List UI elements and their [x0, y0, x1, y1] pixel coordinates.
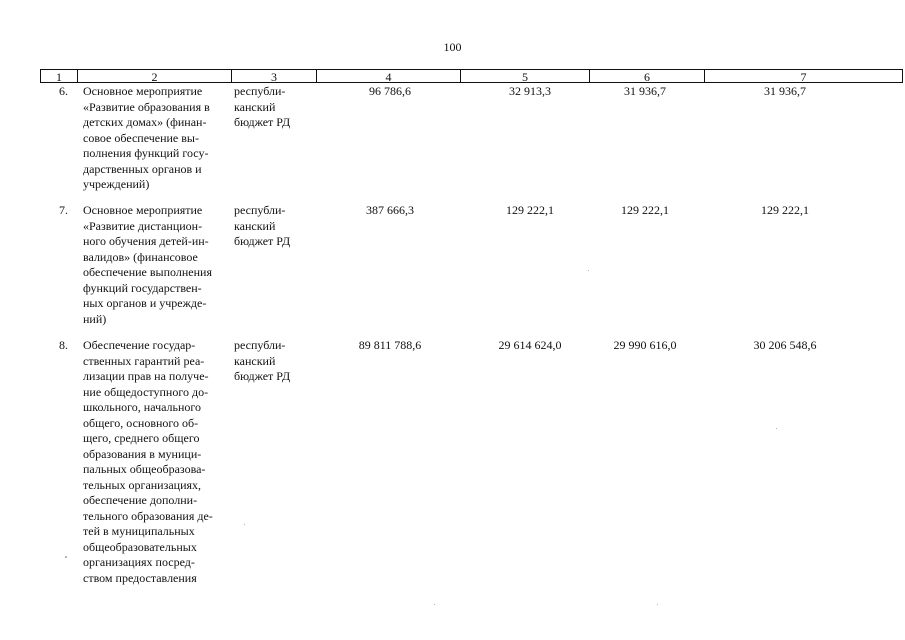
description-line: Обеспечение государ-: [83, 338, 196, 352]
description-line: тельного образования де-: [83, 508, 213, 523]
source-line: республи-: [234, 84, 286, 98]
row-value-col5: 129 222,1: [506, 203, 554, 217]
scan-speck: [244, 524, 245, 525]
source-line: республи-: [234, 338, 286, 352]
source-line: канский: [234, 218, 276, 233]
description-line: лизации прав на получе-: [83, 369, 209, 383]
source-line: бюджет РД: [234, 369, 291, 383]
row-funding-source: [234, 84, 314, 131]
description-line: ных органов и учрежде-: [83, 296, 207, 310]
description-line: образования в муници-: [83, 446, 202, 461]
table-header-row: [40, 69, 903, 84]
source-line: канский: [234, 353, 276, 368]
description-line: обеспечение выполнения: [83, 265, 212, 279]
row-value-col5: 32 913,3: [509, 84, 551, 98]
row-number: 7.: [59, 203, 68, 217]
row-value-col6: 129 222,1: [621, 203, 669, 217]
row-funding-source: [234, 203, 314, 250]
row-funding-source: [234, 338, 314, 385]
header-cell-3: 3: [231, 69, 317, 83]
scan-speck: [588, 270, 589, 271]
source-line: республи-: [234, 203, 286, 217]
row-value-col4: 96 786,6: [369, 84, 411, 98]
scan-speck: [65, 556, 67, 558]
row-value-col6: 29 990 616,0: [613, 338, 677, 352]
description-line: функций государствен-: [83, 280, 202, 295]
row-value-col4: 387 666,3: [366, 203, 414, 217]
source-line: бюджет РД: [234, 115, 291, 129]
description-line: тей в муниципальных: [83, 524, 195, 538]
description-line: Основное мероприятие: [83, 203, 203, 217]
description-line: ний): [83, 311, 107, 326]
description-line: школьного, начального: [83, 400, 202, 414]
row-number: 6.: [59, 84, 68, 98]
description-line: пальных общеобразова-: [83, 462, 206, 476]
description-line: совое обеспечение вы-: [83, 130, 199, 145]
description-line: «Развитие образования в: [83, 99, 210, 114]
description-line: ственных гарантий реа-: [83, 353, 205, 368]
source-line: бюджет РД: [234, 234, 291, 248]
row-description: [83, 84, 229, 193]
description-line: ного обучения детей-ин-: [83, 234, 209, 248]
scan-speck: [776, 428, 777, 429]
header-cell-2: 2: [77, 69, 232, 83]
scan-speck: [657, 604, 658, 605]
description-line: обеспечение дополни-: [83, 493, 198, 507]
description-line: дарственных органов и: [83, 161, 202, 176]
header-cell-5: 5: [460, 69, 590, 83]
row-number: 8.: [59, 338, 68, 352]
row-value-col7: 129 222,1: [761, 203, 809, 217]
description-line: ством предоставления: [83, 570, 197, 585]
description-line: ние общедоступного до-: [83, 384, 209, 399]
source-line: канский: [234, 99, 276, 114]
header-cell-4: 4: [316, 69, 461, 83]
description-line: учреждений): [83, 177, 150, 191]
description-line: «Развитие дистанцион-: [83, 218, 203, 233]
description-line: детских домах» (финан-: [83, 115, 207, 129]
scan-speck: [434, 604, 435, 605]
header-cell-7: 7: [704, 69, 903, 83]
description-line: общего, основного об-: [83, 415, 199, 430]
row-value-col7: 31 936,7: [764, 84, 806, 98]
description-line: полнения функций госу-: [83, 146, 209, 160]
row-value-col7: 30 206 548,6: [753, 338, 817, 352]
page-number: 100: [443, 40, 462, 54]
row-description: [83, 203, 229, 327]
description-line: тельных организациях,: [83, 477, 202, 492]
header-cell-1: 1: [40, 69, 78, 83]
description-line: общеобразовательных: [83, 539, 197, 554]
header-cell-6: 6: [589, 69, 705, 83]
description-line: валидов» (финансовое: [83, 249, 198, 264]
description-line: организациях посред-: [83, 555, 195, 569]
row-description: [83, 338, 229, 586]
row-value-col5: 29 614 624,0: [498, 338, 562, 352]
description-line: щего, среднего общего: [83, 431, 200, 445]
row-value-col6: 31 936,7: [624, 84, 666, 98]
description-line: Основное мероприятие: [83, 84, 203, 98]
row-value-col4: 89 811 788,6: [358, 338, 422, 352]
